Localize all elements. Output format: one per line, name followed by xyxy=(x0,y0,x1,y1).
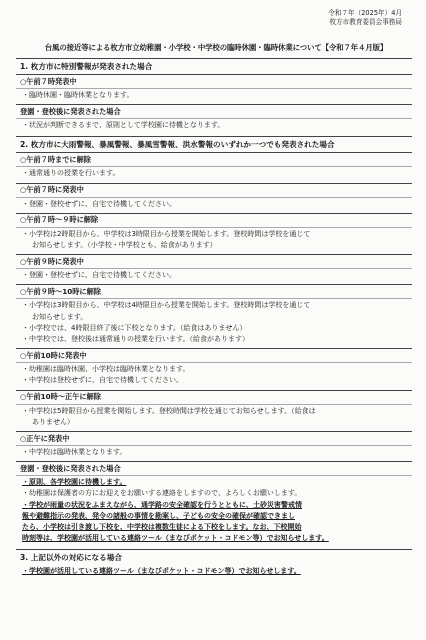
section-2-body-7 xyxy=(16,405,412,431)
section-2-body-9 xyxy=(16,476,412,547)
text-line: お知らせします。（小学校・中学校とも、給食があります） xyxy=(32,241,217,250)
text-line: ・学校園が活用している連絡ツール（まなびポケット・コドモン等）でお知らせします。 xyxy=(22,567,301,576)
section-2-sub-6: ○午前10時に発表中 xyxy=(16,348,412,363)
issuer: 枚方市教育委員会事務局 xyxy=(329,18,402,26)
text-line: ありません） xyxy=(32,417,74,426)
text-line: 報や避難指示の発表、発令の諸般の事情を勘案し、子どもの安全の確保が確認できまし xyxy=(22,511,295,520)
text-line: ・中学校では、登校後は通常通りの授業を行います。（給食があります） xyxy=(22,335,249,344)
section-2-body-4 xyxy=(16,269,412,284)
text-line: ・中学校は5時限目から授業を開始します。登校時間は学校を通じてお知らせします。（給食は xyxy=(22,406,316,415)
section-3-body xyxy=(16,565,412,580)
section-2-body-1 xyxy=(16,167,412,182)
text-line: ・学校が雨量の状況をふまえながら、通学路の安全確認を行うとともに、土砂災害警戒情 xyxy=(22,500,302,509)
text-line: ・状況が判断できるまで、原則として学校園に待機となります。 xyxy=(22,121,225,130)
section-1-heading: 1. 枚方市に特別警報が発表された場合 xyxy=(16,58,412,74)
section-2-sub-8: ○正午に発表中 xyxy=(16,431,412,446)
section-2-body-3 xyxy=(16,228,412,254)
text-line: ・小学校は3時限目から、中学校は4時限目から授業を開始します。登校時間は学校を通じて xyxy=(22,301,311,310)
text-line: ・登園・登校せずに、自宅で待機してください。 xyxy=(22,199,176,208)
date-block xyxy=(328,9,402,27)
section-2-sub-4: ○午前９時に発表中 xyxy=(16,254,412,269)
section-2-sub-1: ○午前７時までに解除 xyxy=(16,152,412,167)
text-line: ・登園・登校せずに、自宅で待機してください。 xyxy=(22,271,176,280)
section-2-heading: 2. 枚方市に大雨警報、暴風警報、暴風雪警報、洪水警報のいずれか一つでも発表された場合 xyxy=(16,136,412,152)
section-1-body-2 xyxy=(16,119,412,134)
section-2-sub-5: ○午前９時～10時に解除 xyxy=(16,284,412,299)
text-line: ・中学校は登校せずに、自宅で待機してください。 xyxy=(22,376,183,385)
text-line: ・小学校は2時限目から、中学校は3時限目から授業を開始します。登校時間は学校を通じて xyxy=(22,229,311,238)
text-line: お知らせします。 xyxy=(32,312,88,321)
section-2-sub-7: ○午前10時～正午に解除 xyxy=(16,390,412,405)
text-line: ・臨時休園・臨時休業となります。 xyxy=(22,91,134,99)
text-line: ・通常通りの授業を行います。 xyxy=(22,169,120,178)
section-1-sub-1: ○午前７時発表中 xyxy=(16,74,412,89)
section-2-sub-9: 登園・登校後に発表された場合 xyxy=(16,461,412,476)
section-2-sub-3: ○午前７時～９時に解除 xyxy=(16,213,412,228)
section-2-body-5 xyxy=(16,299,412,348)
section-3-heading: 3. 上記以外の対応になる場合 xyxy=(16,549,412,565)
text-line: たら、小学校は引き渡し下校を、中学校は複数生徒による下校をします。なお、下校開始 xyxy=(22,523,302,532)
text-line: ・中学校は臨時休業となります。 xyxy=(22,448,127,457)
text-line: 時刻等は、学校園が活用している連絡ツール（まなびポケット・コドモン等）でお知らせします。 xyxy=(22,534,329,543)
text-line: ・幼稚園は保護者の方にお迎えをお願いする連絡をしますので、よろしくお願いします。 xyxy=(22,489,302,498)
section-1-body-1 xyxy=(16,89,412,104)
page-title: 台風の接近等による枚方市立幼稚園・小学校・中学校の臨時休園・臨時休業について【令和７年４月版】 xyxy=(44,43,388,52)
issue-date: 令和７年（2025年）4月 xyxy=(328,9,402,17)
text-line: ・原則、各学校園に待機します。 xyxy=(22,478,127,487)
section-2-body-6 xyxy=(16,363,412,389)
text-line: ・幼稚園は臨時休園、小学校は臨時休業となります。 xyxy=(22,365,190,374)
document-body xyxy=(16,56,412,581)
section-1-sub-2: 登園・登校後に発表された場合 xyxy=(16,104,412,119)
section-2-sub-2: ○午前７時に発表中 xyxy=(16,183,412,198)
section-2-body-2 xyxy=(16,198,412,213)
text-line: ・小学校では、4時限目終了後に下校となります。（給食はありません） xyxy=(22,323,247,332)
section-2-body-8 xyxy=(16,446,412,461)
